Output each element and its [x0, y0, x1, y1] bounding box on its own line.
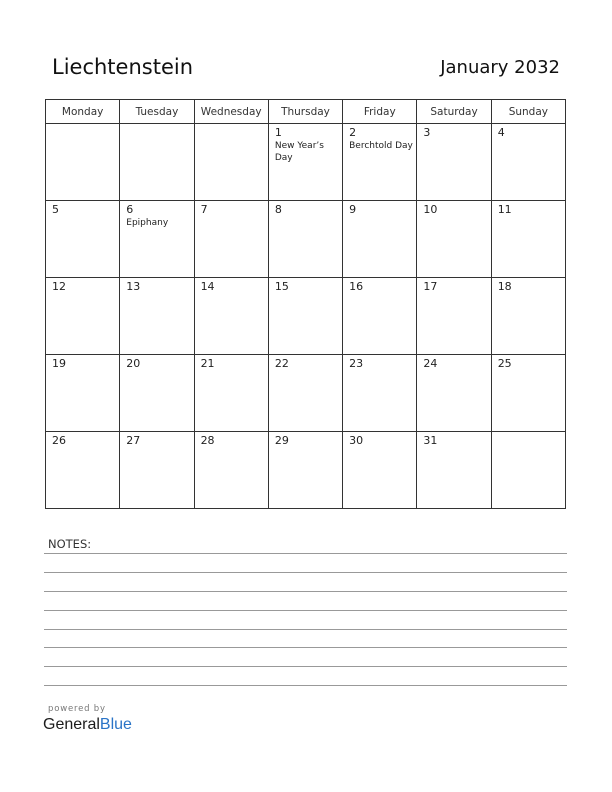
day-cell — [120, 432, 194, 509]
day-number: 11 — [497, 203, 512, 216]
month-year-title: January 2032 — [440, 57, 560, 78]
note-line — [44, 685, 567, 686]
holiday-label: New Year’s Day — [274, 141, 324, 163]
day-number — [46, 124, 119, 127]
day-cell — [46, 355, 120, 432]
day-cell — [120, 278, 194, 355]
notes-label: NOTES: — [48, 537, 92, 551]
day-number: 23 — [349, 357, 364, 370]
day-number: 10 — [423, 203, 438, 216]
day-cell — [491, 432, 565, 509]
day-number: 4 — [497, 126, 505, 139]
week-row — [46, 201, 566, 278]
day-cell — [194, 124, 268, 201]
day-number: 15 — [274, 280, 289, 293]
day-number: 25 — [497, 357, 512, 370]
logo-blue-text: Blue — [99, 716, 132, 733]
day-cell — [46, 278, 120, 355]
day-number: 16 — [349, 280, 364, 293]
day-cell — [120, 355, 194, 432]
week-row — [46, 124, 566, 201]
day-number: 29 — [274, 434, 289, 447]
calendar-body — [46, 124, 566, 509]
day-cell — [491, 124, 565, 201]
day-cell — [343, 124, 417, 201]
day-cell — [343, 278, 417, 355]
week-row — [46, 432, 566, 509]
day-number: 6 — [126, 203, 134, 216]
day-number: 21 — [200, 357, 215, 370]
day-cell — [120, 124, 194, 201]
weekday-tuesday: Tuesday — [120, 100, 194, 124]
day-cell — [194, 278, 268, 355]
day-number: 1 — [274, 126, 282, 139]
day-number: 5 — [52, 203, 59, 216]
note-line — [44, 610, 567, 611]
note-line — [44, 629, 567, 630]
day-number: 18 — [497, 280, 512, 293]
day-number — [120, 124, 193, 127]
day-number: 27 — [126, 434, 141, 447]
day-cell — [268, 432, 342, 509]
day-cell — [491, 355, 565, 432]
week-row — [46, 355, 566, 432]
note-line — [44, 647, 567, 648]
day-cell — [268, 278, 342, 355]
weekday-friday: Friday — [343, 100, 417, 124]
logo-general-text: General — [43, 716, 100, 733]
day-cell — [194, 355, 268, 432]
day-cell — [417, 278, 491, 355]
weekday-monday: Monday — [46, 100, 120, 124]
holiday-label: Berchtold Day — [349, 141, 413, 151]
weekday-wednesday: Wednesday — [194, 100, 268, 124]
day-cell — [491, 278, 565, 355]
weekday-sunday: Sunday — [491, 100, 565, 124]
day-cell — [46, 432, 120, 509]
day-number: 17 — [423, 280, 438, 293]
day-number: 7 — [200, 203, 208, 216]
day-cell — [417, 355, 491, 432]
day-cell — [194, 201, 268, 278]
day-number: 20 — [126, 357, 141, 370]
day-cell — [343, 201, 417, 278]
day-number: 14 — [200, 280, 215, 293]
day-cell — [46, 124, 120, 201]
day-number: 2 — [349, 126, 357, 139]
day-cell — [194, 432, 268, 509]
note-line — [44, 572, 567, 573]
day-cell — [120, 201, 194, 278]
holiday-label: Epiphany — [126, 218, 169, 228]
day-cell — [268, 355, 342, 432]
day-cell — [46, 201, 120, 278]
day-number: 31 — [423, 434, 438, 447]
day-cell — [417, 124, 491, 201]
weekday-header-row — [46, 100, 566, 124]
weekday-thursday: Thursday — [268, 100, 342, 124]
week-row — [46, 278, 566, 355]
day-cell — [343, 355, 417, 432]
day-number: 9 — [349, 203, 357, 216]
day-number: 28 — [200, 434, 215, 447]
day-cell — [417, 432, 491, 509]
generalblue-logo — [43, 716, 132, 734]
day-number: 22 — [274, 357, 289, 370]
country-title: Liechtenstein — [52, 55, 194, 79]
day-cell — [268, 124, 342, 201]
day-number: 3 — [423, 126, 431, 139]
calendar-grid — [45, 99, 566, 509]
day-cell — [268, 201, 342, 278]
day-number: 24 — [423, 357, 438, 370]
day-number: 12 — [52, 280, 66, 293]
weekday-saturday: Saturday — [417, 100, 491, 124]
day-cell — [491, 201, 565, 278]
note-line — [44, 666, 567, 667]
day-number: 26 — [52, 434, 66, 447]
day-number: 13 — [126, 280, 141, 293]
day-number — [195, 124, 268, 127]
day-number: 30 — [349, 434, 364, 447]
note-line — [44, 591, 567, 592]
note-line — [44, 553, 567, 554]
day-number — [492, 432, 565, 435]
day-cell — [417, 201, 491, 278]
day-cell — [343, 432, 417, 509]
day-number: 8 — [274, 203, 282, 216]
day-number: 19 — [52, 357, 66, 370]
powered-by-text: powered by — [48, 704, 106, 714]
